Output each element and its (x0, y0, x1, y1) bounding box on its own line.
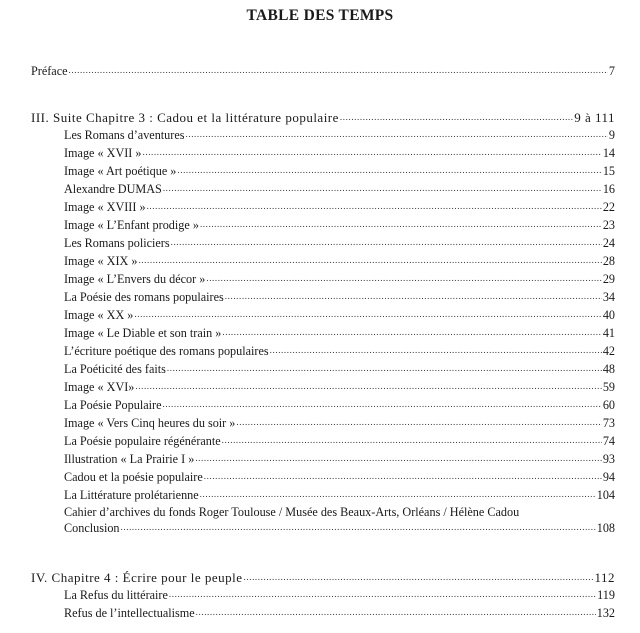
toc-label: Image « XVII » (64, 146, 142, 160)
toc-label: La Littérature prolétarienne (64, 488, 199, 502)
toc-page-number: 41 (602, 326, 615, 340)
toc-leader (222, 324, 601, 338)
toc-leader (244, 568, 594, 582)
toc-leader (200, 216, 602, 230)
toc-page-number: 24 (602, 236, 615, 250)
toc-leader (134, 306, 601, 320)
toc-page-number: 22 (602, 200, 615, 214)
toc-page-number: 9 à 111 (574, 110, 615, 125)
toc-page-number: 73 (602, 416, 615, 430)
toc-label: Image « XVI» (64, 380, 135, 394)
page-title: TABLE DES TEMPS (246, 7, 394, 24)
toc-leader (147, 198, 602, 212)
toc-label: L’écriture poétique des romans populaires (64, 344, 269, 358)
toc-page-number: 60 (602, 398, 615, 412)
toc-leader (171, 234, 602, 248)
toc-label: Image « Le Diable et son train » (64, 326, 222, 340)
toc-label: Cadou et la poésie populaire (64, 470, 203, 484)
toc-page-number: 28 (602, 254, 615, 268)
toc-label: Illustration « La Prairie I » (64, 452, 195, 466)
toc-page-number: 119 (597, 588, 615, 602)
toc-chapter-label: IV. Chapitre 4 : Écrire pour le peuple (31, 570, 243, 585)
toc-page-number: 112 (594, 570, 615, 585)
toc-page-number: 48 (602, 362, 615, 376)
toc-leader (186, 126, 608, 140)
toc-row[interactable] (64, 606, 615, 624)
toc-page-number: 9 (608, 128, 615, 142)
toc-page-number: 42 (602, 344, 615, 358)
toc-page-number: 93 (602, 452, 615, 466)
toc-leader (270, 342, 602, 356)
toc-row-conclusion[interactable] (64, 521, 615, 539)
toc-label: Conclusion (64, 521, 120, 535)
toc-page-number: 14 (602, 146, 615, 160)
toc-leader (236, 414, 601, 428)
toc-label: Alexandre DUMAS (64, 182, 162, 196)
toc-page-number: 59 (602, 380, 615, 394)
toc-archive-label: Cahier d’archives du fonds Roger Toulouse / Musée des Beaux-Arts, Orléans / Hélène Cadou (64, 505, 520, 519)
toc-leader (138, 252, 601, 266)
toc-leader (195, 450, 602, 464)
toc-label: Image « L’Enfant prodige » (64, 218, 199, 232)
toc-leader (69, 62, 608, 76)
toc-label: Préface (31, 64, 68, 78)
toc-leader (121, 519, 596, 533)
toc-label: Image « XX » (64, 308, 134, 322)
toc-leader (177, 162, 601, 176)
toc-leader (200, 486, 596, 500)
toc-page-number: 23 (602, 218, 615, 232)
toc-label: La Refus du littéraire (64, 588, 168, 602)
toc-page-number: 74 (602, 434, 615, 448)
toc-page-number: 132 (596, 606, 615, 620)
toc-leader (340, 108, 573, 122)
toc-page-number: 40 (602, 308, 615, 322)
toc-page-number: 94 (602, 470, 615, 484)
toc-page-number: 108 (596, 521, 615, 535)
toc-label: Image « L’Envers du décor » (64, 272, 206, 286)
toc-page-number: 16 (602, 182, 615, 196)
toc-row-preface[interactable] (31, 64, 615, 82)
toc-label: La Poésie Populaire (64, 398, 162, 412)
toc-leader (143, 144, 602, 158)
toc-leader (135, 378, 601, 392)
toc-leader (169, 586, 596, 600)
toc-label: Les Romans d’aventures (64, 128, 185, 142)
toc-label: Refus de l’intellectualisme (64, 606, 195, 620)
toc-leader (162, 396, 601, 410)
toc-page-number: 34 (602, 290, 615, 304)
toc-label: Les Romans policiers (64, 236, 170, 250)
toc-label: La Poésie des romans populaires (64, 290, 224, 304)
toc-label: Image « Art poétique » (64, 164, 177, 178)
toc-leader (225, 288, 602, 302)
toc-leader (167, 360, 602, 374)
toc-label: La Poésie populaire régénérante (64, 434, 221, 448)
toc-page-number: 7 (608, 64, 615, 78)
toc-leader (204, 468, 602, 482)
toc-leader (196, 604, 596, 618)
toc-leader (222, 432, 602, 446)
toc-label: La Poéticité des faits (64, 362, 166, 376)
toc-label: Image « XIX » (64, 254, 138, 268)
toc-page-number: 15 (602, 164, 615, 178)
toc-label: Image « Vers Cinq heures du soir » (64, 416, 236, 430)
toc-leader (163, 180, 602, 194)
toc-page-number: 29 (602, 272, 615, 286)
toc-chapter-label: III. Suite Chapitre 3 : Cadou et la littérature populaire (31, 110, 339, 125)
toc-label: Image « XVIII » (64, 200, 146, 214)
toc-leader (206, 270, 601, 284)
toc-page-number: 104 (596, 488, 615, 502)
